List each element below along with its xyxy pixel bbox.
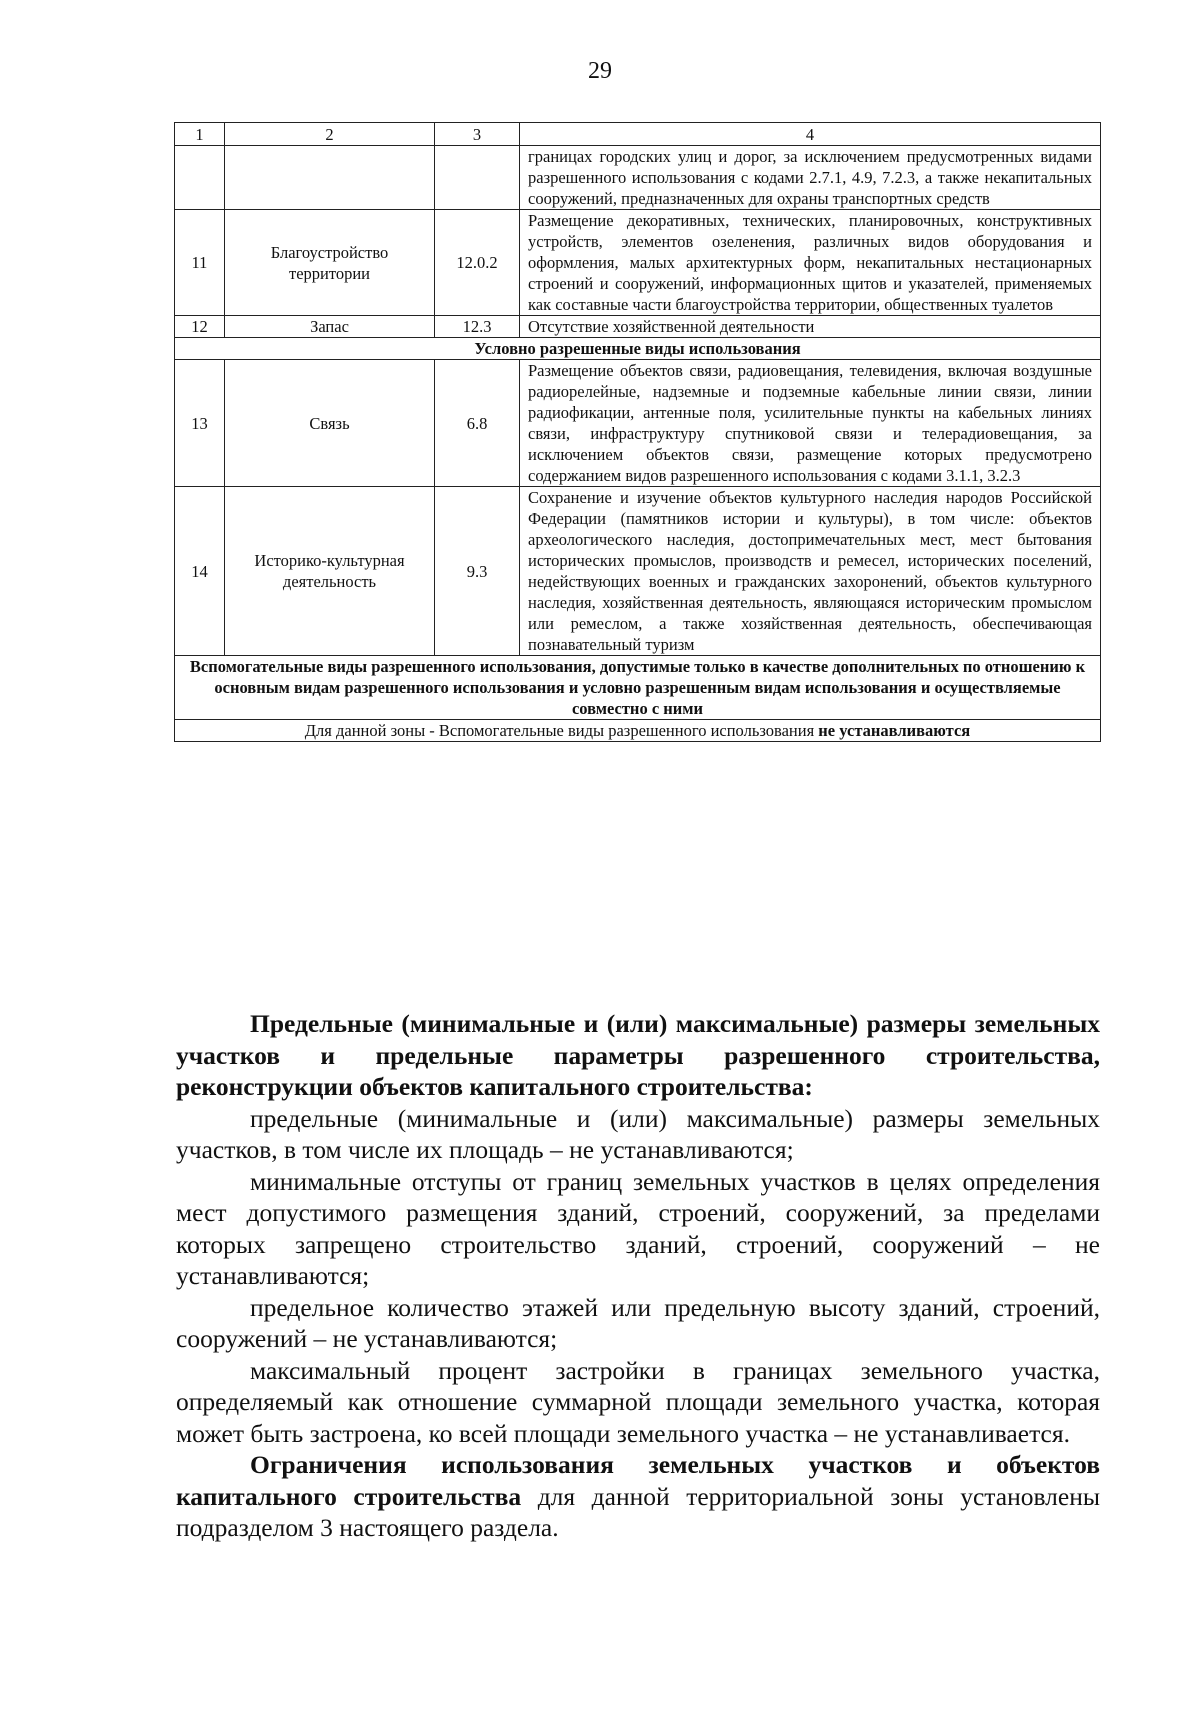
use-name: Историко-культурная деятельность xyxy=(225,487,435,656)
row-number: 12 xyxy=(175,316,225,338)
use-description: Сохранение и изучение объектов культурного наследия народов Российской Федерации (памятников истории и культуры), в том числе: объектов археологического наследия, достопримечательных мест, мест бытования исторических промыслов, производств и ремесел, исторических поселений, недействующих военных и гражданских захоронений, объектов культурного наследия, хозяйственная деятельность, являющаяся историческим промыслом или ремеслом, а также хозяйственная деятельность, обеспечивающая познавательный туризм xyxy=(520,487,1101,656)
row-number xyxy=(175,146,225,210)
table-header-row xyxy=(175,123,1101,146)
use-code xyxy=(435,146,520,210)
note-row xyxy=(175,720,1101,742)
note-text: Для данной зоны - Вспомогательные виды разрешенного использования xyxy=(304,721,819,740)
table-row xyxy=(175,316,1101,338)
use-code: 6.8 xyxy=(435,360,520,487)
header-col-2: 2 xyxy=(225,123,435,146)
restrictions-heading: Ограничения использования земельных участков и объектов капитального строительства xyxy=(176,1450,1100,1511)
note-emphasis: не устанавливаются xyxy=(818,721,971,740)
use-description: Размещение декоративных, технических, планировочных, конструктивных устройств, элементов озеленения, различных видов оборудования и оформления, малых архитектурных форм, некапитальных нестационарных строений и сооружений, информационных щитов и указателей, применяемых как составные части благоустройства территории, общественных туалетов xyxy=(520,210,1101,316)
regulations-text xyxy=(176,1008,1100,1544)
table-row xyxy=(175,360,1101,487)
table-row xyxy=(175,146,1101,210)
table-row xyxy=(175,487,1101,656)
paragraph-build-percent: максимальный процент застройки в границах земельного участка, определяемый как отношение суммарной площади земельного участка, которая может быть застроена, ко всей площади земельного участка – не устанавливается. xyxy=(176,1355,1100,1448)
page-number: 29 xyxy=(588,58,612,84)
row-number: 13 xyxy=(175,360,225,487)
use-name xyxy=(225,146,435,210)
use-name: Благоустройство территории xyxy=(225,210,435,316)
paragraph-restrictions xyxy=(176,1449,1100,1544)
use-description: границах городских улиц и дорог, за исключением предусмотренных видами разрешенного использования с кодами 2.7.1, 4.9, 7.2.3, а также некапитальных сооружений, предназначенных для охраны транспортных средств xyxy=(520,146,1101,210)
use-code: 9.3 xyxy=(435,487,520,656)
table-row xyxy=(175,210,1101,316)
header-col-1: 1 xyxy=(175,123,225,146)
row-number: 14 xyxy=(175,487,225,656)
section-title-conditional: Условно разрешенные виды использования xyxy=(175,338,1101,360)
paragraph-plot-sizes: предельные (минимальные и (или) максимальные) размеры земельных участков, в том числе их площадь – не устанавливаются; xyxy=(176,1103,1100,1164)
header-col-3: 3 xyxy=(435,123,520,146)
note-cell xyxy=(175,720,1101,742)
use-name: Связь xyxy=(225,360,435,487)
section-title-auxiliary: Вспомогательные виды разрешенного использования, допустимые только в качестве дополнительных по отношению к основным видам разрешенного использования и условно разрешенным видам использования и осуществляемые совместно с ними xyxy=(175,656,1101,720)
header-col-4: 4 xyxy=(520,123,1101,146)
use-description: Отсутствие хозяйственной деятельности xyxy=(520,316,1101,338)
use-name: Запас xyxy=(225,316,435,338)
restrictions-text: для данной территориальной зоны установлены подразделом 3 настоящего раздела. xyxy=(176,1481,1100,1542)
section-row-auxiliary xyxy=(175,656,1101,720)
use-description: Размещение объектов связи, радиовещания, телевидения, включая воздушные радиорелейные, надземные и подземные кабельные линии связи, линии радиофикации, антенные поля, усилительные пункты на кабельных линиях связи, инфраструктуру спутниковой связи и телерадиовещания, за исключением объектов связи, размещение которых предусмотрено содержанием видов разрешенного использования с кодами 3.1.1, 3.2.3 xyxy=(520,360,1101,487)
land-use-table xyxy=(174,122,1101,742)
row-number: 11 xyxy=(175,210,225,316)
section-heading: Предельные (минимальные и (или) максимальные) размеры земельных участков и предельные параметры разрешенного строительства, реконструкции объектов капитального строительства: xyxy=(176,1009,1100,1101)
section-row-conditional xyxy=(175,338,1101,360)
use-code: 12.0.2 xyxy=(435,210,520,316)
use-code: 12.3 xyxy=(435,316,520,338)
paragraph-setbacks: минимальные отступы от границ земельных участков в целях определения мест допустимого размещения зданий, строений, сооружений, за пределами которых запрещено строительство зданий, строений, сооружений – не устанавливаются; xyxy=(176,1166,1100,1290)
paragraph-floors: предельное количество этажей или предельную высоту зданий, строений, сооружений – не устанавливаются; xyxy=(176,1292,1100,1353)
